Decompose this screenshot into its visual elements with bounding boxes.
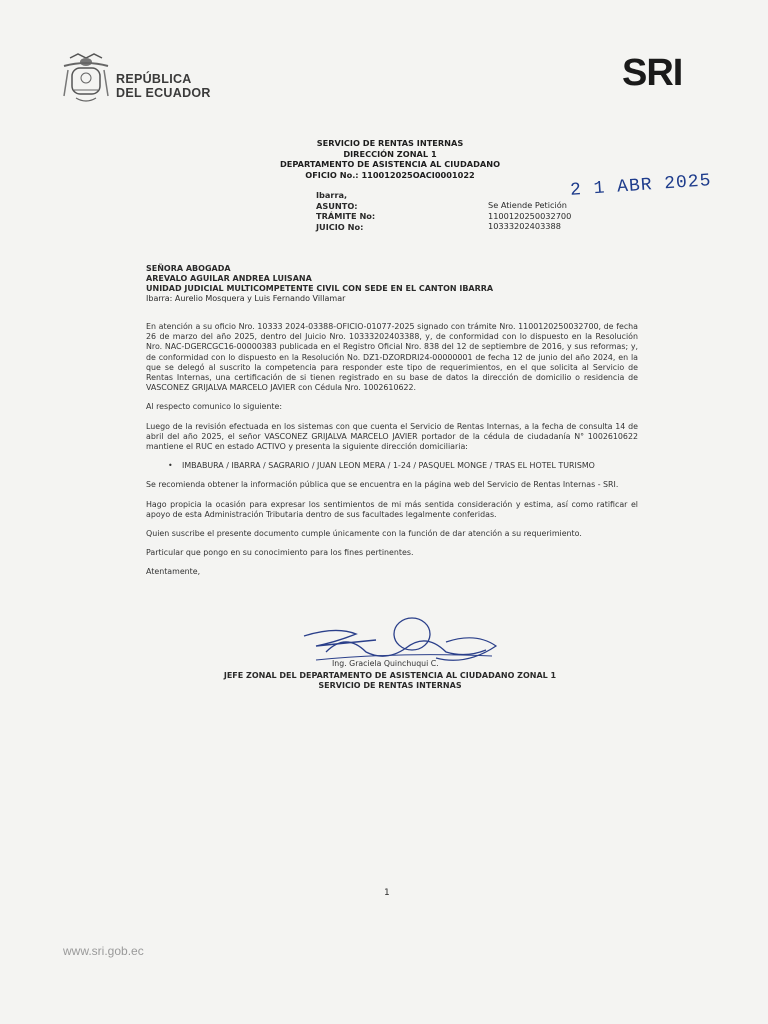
juicio-value: 10333202403388 [488,221,561,231]
meta-labels [316,190,375,232]
address-bullet [146,461,638,471]
signatory-name: Ing. Graciela Quinchuqui C. [332,659,439,668]
office-line-3: DEPARTAMENTO DE ASISTENCIA AL CIUDADANO [279,159,501,169]
bullet-text: IMBABURA / IBARRA / SAGRARIO / JUAN LEON MERA / 1-24 / PASQUEL MONGE / TRAS EL HOTEL TURISMO [182,461,595,471]
letter-body [146,322,638,587]
paragraph-4: Se recomienda obtener la información pública que se encuentra en la página web del Servicio de Rentas Internas - SRI. [146,480,619,490]
addressee-unit: UNIDAD JUDICIAL MULTICOMPETENTE CIVIL CON SEDE EN EL CANTON IBARRA [146,284,494,293]
coat-of-arms-icon [60,52,112,108]
office-header [0,138,768,180]
date-stamp: 2 1 ABR 2025 [569,171,713,201]
paragraph-6: Quien suscribe el presente documento cumple únicamente con la función de dar atención a su requerimiento. [146,529,582,539]
signatory-title-2: SERVICIO DE RENTAS INTERNAS [318,681,462,690]
addressee-address: Ibarra: Aurelio Mosquera y Luis Fernando Villamar [146,294,346,303]
paragraph-7: Particular que pongo en su conocimiento para los fines pertinentes. [146,548,414,558]
addressee-block [146,264,493,304]
office-line-1: SERVICIO DE RENTAS INTERNAS [316,138,464,148]
page-number: 1 [384,888,390,898]
juicio-label: JUICIO No: [316,221,364,232]
oficio-label: OFICIO No.: [305,169,359,180]
closing: Atentamente, [146,567,201,577]
website-link[interactable]: www.sri.gob.ec [63,944,144,958]
tramite-label: TRÁMITE No: [316,211,376,221]
meta-values [488,200,571,232]
paragraph-5: Hago propicia la ocasión para expresar los sentimientos de mi más sentida consideración y estima, así como ratificar el apoyo de esta Administración Tributaria dentro de sus facultades legalmente conferidas. [146,499,638,519]
republic-title [116,72,211,100]
tramite-value: 1100120250032700 [488,210,572,221]
paragraph-1: En atención a su oficio Nro. 10333 2024-03388-OFICIO-01077-2025 signado con trámite Nro. 1100120250032700, de fecha 26 de marzo del año 2025, dentro del Juicio Nro. 10333202403388, y, de conformidad con lo dispuesto en la Resolución Nro. NAC-DGERCGC16-00000383 publicada en el Registro Oficial Nro. 838 del 12 de septiembre de 2016, y sus reformas; y, de conformidad con lo dispuesto en la Resolución No. DZ1-DZORDRI24-00000001 de fecha 12 de junio del año 2024, en la que se delegó al suscrito la competencia para responder este tipo de requerimientos, en el que solicita al Servicio de Rentas Internas, una certificación de si tienen registrado en su base de datos la dirección de domicilio o residencia de VASCONEZ GRIJALVA MARCELO JAVIER con Cédula Nro. 1002610622. [146,322,638,393]
oficio-value: 110012025OACI0001022 [361,169,475,180]
addressee-name: AREVALO AGUILAR ANDREA LUISANA [146,274,312,283]
sri-logo: SRI [622,52,683,94]
signatory-title [0,671,768,691]
asunto-value: Se Atiende Petición [488,200,567,210]
paragraph-2: Al respecto comunico lo siguiente: [146,402,282,412]
office-line-2: DIRECCIÓN ZONAL 1 [343,148,437,159]
paragraph-3: Luego de la revisión efectuada en los sistemas con que cuenta el Servicio de Rentas Internas, a la fecha de consulta 14 de abril del año 2025, el señor VASCONEZ GRIJALVA MARCELO JAVIER portador de la cédula de ciudadanía N° 1002610622 mantiene el RUC en estado ACTIVO y presenta la siguiente dirección domiciliaria: [146,421,638,452]
asunto-label: ASUNTO: [316,200,358,211]
addressee-title: SEÑORA ABOGADA [146,264,231,273]
republic-line-1: REPÚBLICA [116,72,192,86]
republic-line-2: DEL ECUADOR [116,86,211,100]
city-label: Ibarra, [316,190,348,200]
bullet-icon: • [168,461,173,471]
signatory-title-1: JEFE ZONAL DEL DEPARTAMENTO DE ASISTENCIA AL CIUDADANO ZONAL 1 [223,671,557,680]
